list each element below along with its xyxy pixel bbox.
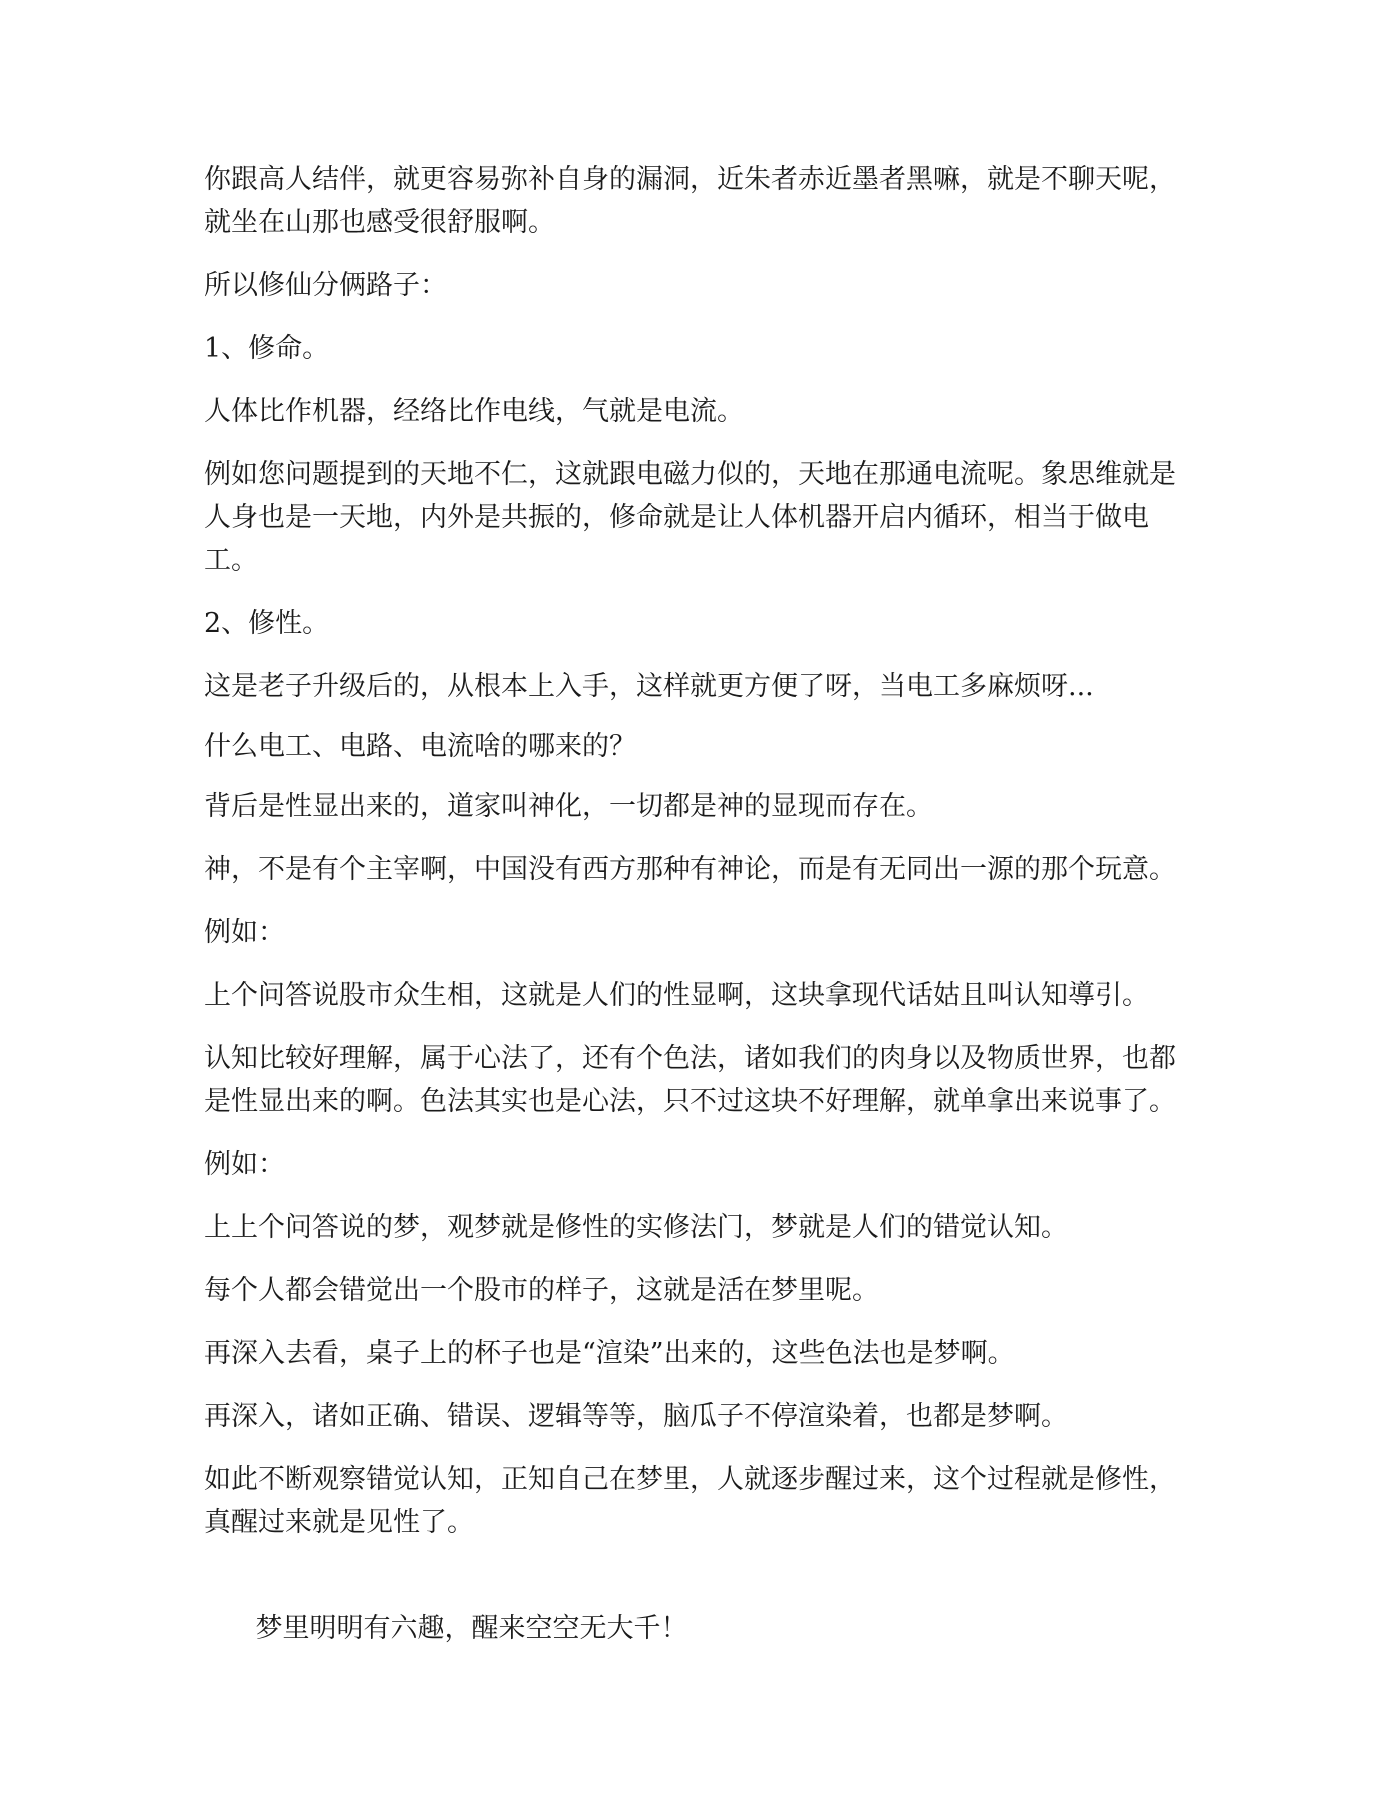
paragraph-9: 背后是性显出来的，道家叫神化，一切都是神的显现而存在。: [204, 791, 933, 822]
paragraph-20-wrapper: [204, 1564, 1184, 1736]
paragraph-8: 什么电工、电路、电流啥的哪来的？: [204, 731, 636, 762]
paragraph-2: 所以修仙分俩路子：: [204, 270, 447, 301]
paragraph-17: 再深入去看，桌子上的杯子也是“渲染”出来的，这些色法也是梦啊。: [204, 1338, 1015, 1369]
paragraph-15: 上上个问答说的梦，观梦就是修性的实修法门，梦就是人们的错觉认知。: [204, 1212, 1068, 1243]
document-body: [204, 158, 1184, 1736]
paragraph-14: 例如：: [204, 1149, 285, 1180]
paragraph-6: 2、修性。: [204, 608, 330, 639]
paragraph-4: 人体比作机器，经络比作电线，气就是电流。: [204, 396, 744, 427]
paragraph-16: 每个人都会错觉出一个股市的样子，这就是活在梦里呢。: [204, 1275, 879, 1306]
paragraph-19: 如此不断观察错觉认知，正知自己在梦里，人就逐步醒过来，这个过程就是修性，真醒过来就是见性了。: [204, 1464, 1176, 1538]
paragraph-18: 再深入，诸如正确、错误、逻辑等等，脑瓜子不停渲染着，也都是梦啊。: [204, 1401, 1068, 1432]
paragraph-20: 梦里明明有六趣，醒来空空无大千！: [255, 1613, 688, 1644]
page-tear-overlay: [204, 1564, 309, 1608]
paragraph-11: 例如：: [204, 917, 285, 948]
paragraph-3: 1、修命。: [204, 333, 330, 364]
paragraph-5: 例如您问题提到的天地不仁，这就跟电磁力似的，天地在那通电流呢。象思维就是人身也是一天地，内外是共振的，修命就是让人体机器开启内循环，相当于做电工。: [204, 459, 1176, 576]
paragraph-12: 上个问答说股市众生相，这就是人们的性显啊，这块拿现代话姑且叫认知導引。: [204, 980, 1149, 1011]
paragraph-13: 认知比较好理解，属于心法了，还有个色法，诸如我们的肉身以及物质世界，也都是性显出来的啊。色法其实也是心法，只不过这块不好理解，就单拿出来说事了。: [204, 1043, 1176, 1117]
paragraph-10: 神，不是有个主宰啊，中国没有西方那种有神论，而是有无同出一源的那个玩意。: [204, 854, 1176, 885]
paragraph-1: 你跟高人结伴，就更容易弥补自身的漏洞，近朱者赤近墨者黑嘛，就是不聊天呢，就坐在山那也感受很舒服啊。: [204, 164, 1176, 238]
paragraph-7: 这是老子升级后的，从根本上入手，这样就更方便了呀，当电工多麻烦呀...: [204, 671, 1094, 702]
